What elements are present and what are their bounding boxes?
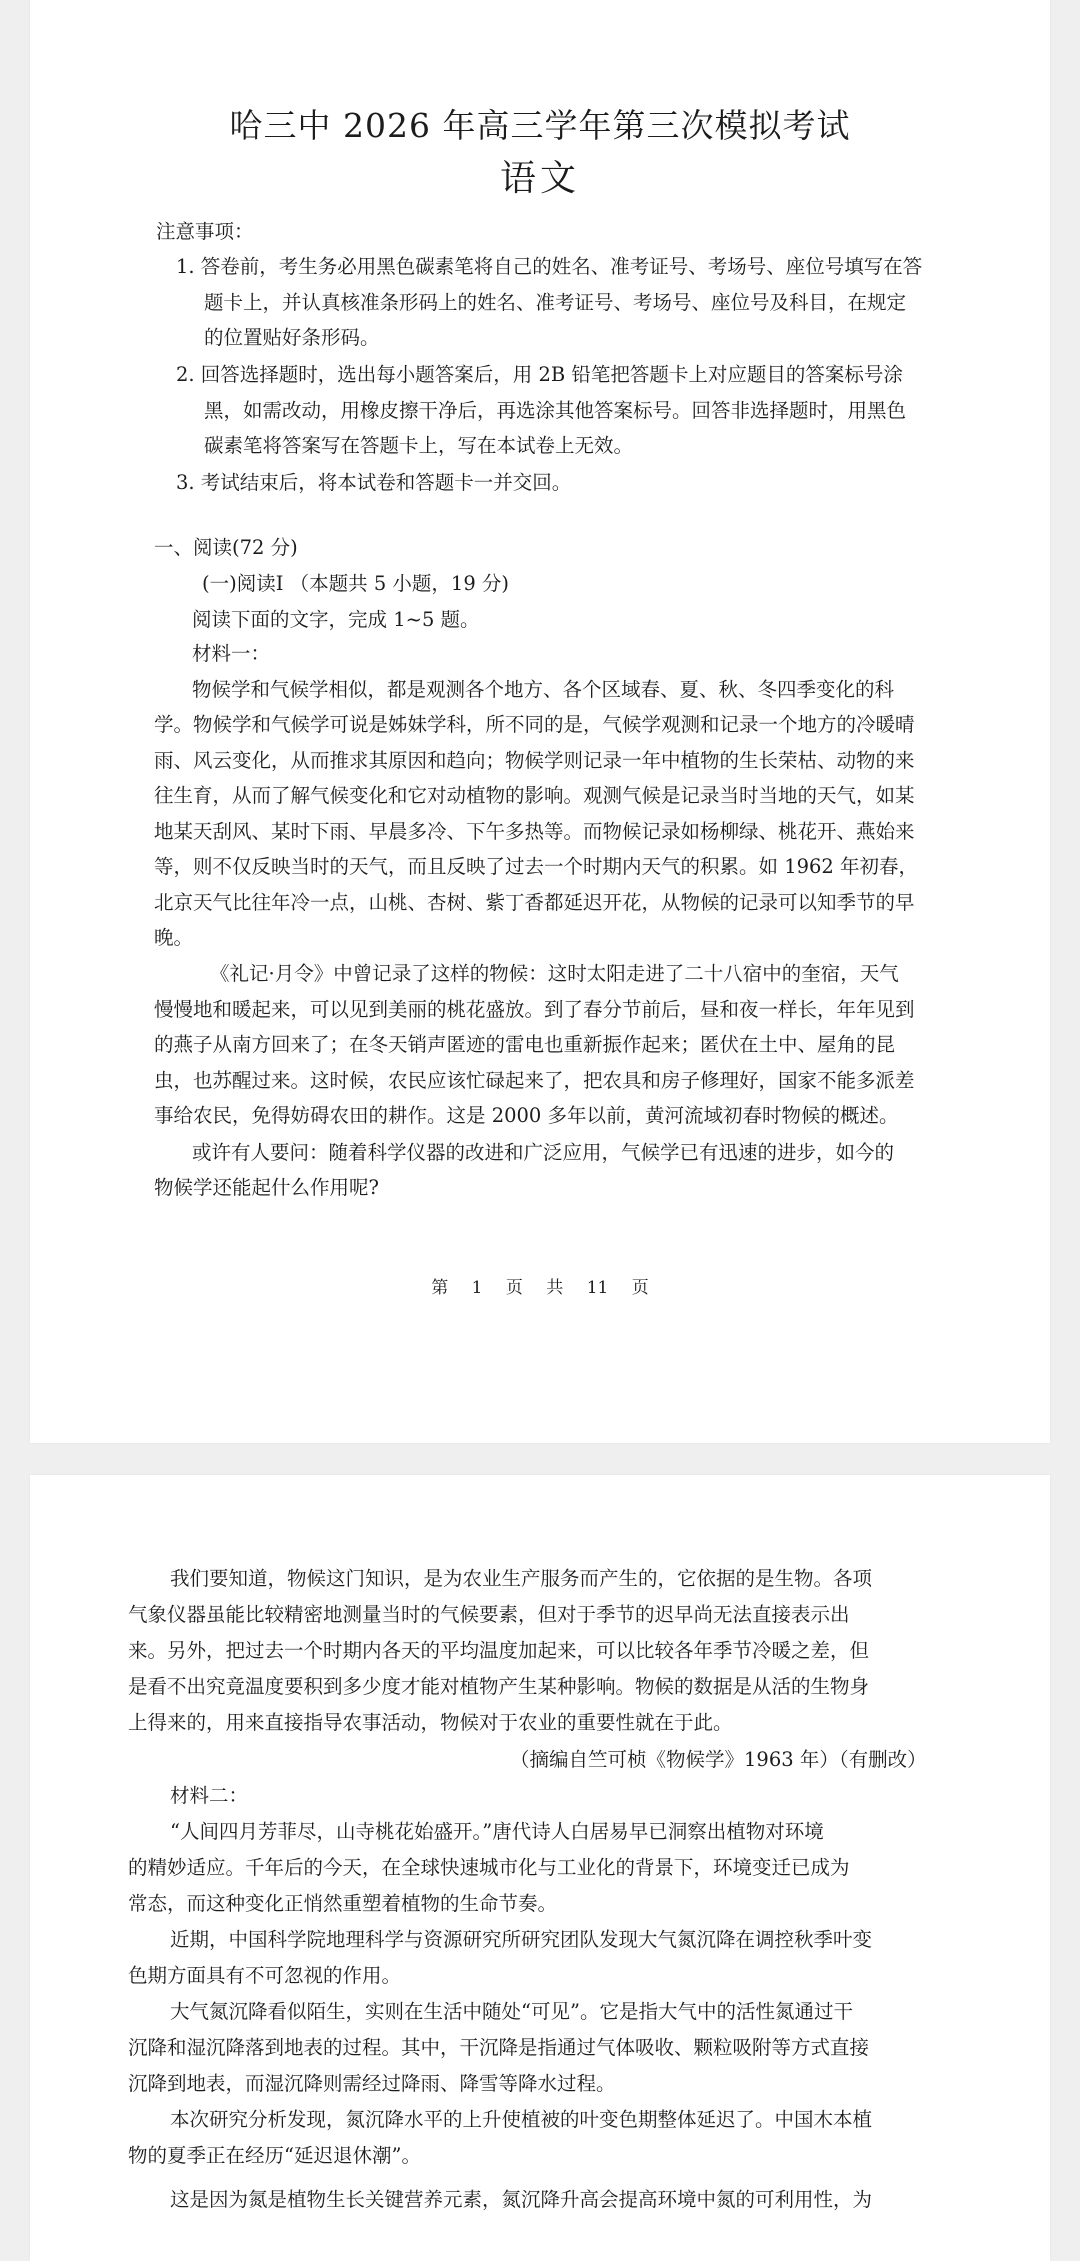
paragraph-line: 学。物候学和气候学可说是姊妹学科，所不同的是，气候学观测和记录一个地方的冷暖晴 [154,713,915,736]
instruction-text: 阅读下面的文字，完成 1~5 题。 [192,608,480,631]
paragraph-line: 本次研究分析发现，氮沉降水平的上升使植被的叶变色期整体延迟了。中国木本植 [170,2108,873,2131]
paragraph-line: 的精妙适应。千年后的今天，在全球快速城市化与工业化的背景下，环境变迁已成为 [128,1856,850,1879]
paragraph-line: 北京天气比往年冷一点，山桃、杏树、紫丁香都延迟开花，从物候的记录可以知季节的早 [154,891,915,914]
paragraph-line: 或许有人要问：随着科学仪器的改进和广泛应用，气候学已有迅速的进步，如今的 [192,1141,895,1164]
paragraph-line: 慢慢地和暖起来，可以见到美丽的桃花盛放。到了春分节前后，昼和夜一样长，年年见到 [154,998,915,1021]
paragraph-line: 往生育，从而了解气候变化和它对动植物的影响。观测气候是记录当时当地的天气，如某 [154,784,915,807]
page-footer: 第 1 页 共 11 页 [431,1278,649,1298]
paragraph-line: 的燕子从南方回来了；在冬天销声匿迹的雷电也重新振作起来；匿伏在土中、屋角的昆 [154,1033,896,1056]
paragraph-line: 常态，而这种变化正悄然重塑着植物的生命节奏。 [128,1892,558,1915]
notice-line: 的位置贴好条形码。 [204,326,380,349]
material-label: 材料二： [170,1784,249,1807]
citation: （摘编自竺可桢《物候学》1963 年）（有删改） [510,1748,927,1771]
notice-line: 1. 答卷前，考生务必用黑色碳素笔将自己的姓名、准考证号、考场号、座位号填写在答 [176,255,923,278]
subject-title: 语文 [499,158,580,199]
paragraph-line: 近期，中国科学院地理科学与资源研究所研究团队发现大气氮沉降在调控秋季叶变 [170,1928,873,1951]
exam-page-2 [30,1475,1050,2261]
paragraph-line: 等，则不仅反映当时的天气，而且反映了过去一个时期内天气的积累。如 1962 年初春， [154,855,919,878]
paragraph-line: 《礼记·月令》中曾记录了这样的物候：这时太阳走进了二十八宿中的奎宿，天气 [210,962,899,985]
material-label: 材料一： [192,642,271,665]
paragraph-line: 地某天刮风、某时下雨、早晨多冷、下午多热等。而物候记录如杨柳绿、桃花开、燕始来 [154,820,915,843]
paragraph-line: 晚。 [154,926,194,949]
exam-page-1 [30,0,1050,1443]
paragraph-line: 物的夏季正在经历“延迟退休潮”。 [128,2144,421,2167]
exam-title: 哈三中 2026 年高三学年第三次模拟考试 [229,106,851,145]
paragraph-line: 色期方面具有不可忽视的作用。 [128,1964,402,1987]
notice-heading: 注意事项： [156,220,254,243]
paragraph-line: 是看不出究竟温度要积到多少度才能对植物产生某种影响。物候的数据是从活的生物身 [128,1675,870,1698]
subsection-heading: (一)阅读Ⅰ （本题共 5 小题，19 分) [202,572,510,595]
paragraph-line: 我们要知道，物候这门知识，是为农业生产服务而产生的，它依据的是生物。各项 [170,1567,873,1590]
paragraph-line: 上得来的，用来直接指导农事活动，物候对于农业的重要性就在于此。 [128,1711,733,1734]
notice-line: 黑，如需改动，用橡皮擦干净后，再选涂其他答案标号。回答非选择题时，用黑色 [204,399,907,422]
notice-line: 2. 回答选择题时，选出每小题答案后，用 2B 铅笔把答题卡上对应题目的答案标号涂 [176,363,903,386]
paragraph-line: “人间四月芳菲尽，山寺桃花始盛开。”唐代诗人白居易早已洞察出植物对环境 [170,1820,824,1843]
paragraph-line: 这是因为氮是植物生长关键营养元素，氮沉降升高会提高环境中氮的可利用性，为 [170,2188,873,2211]
notice-line: 题卡上，并认真核准条形码上的姓名、准考证号、考场号、座位号及科目，在规定 [204,291,907,314]
paragraph-line: 雨、风云变化，从而推求其原因和趋向；物候学则记录一年中植物的生长荣枯、动物的来 [154,749,915,772]
paragraph-line: 虫，也苏醒过来。这时候，农民应该忙碌起来了，把农具和房子修理好，国家不能多派差 [154,1069,915,1092]
paragraph-line: 沉降和湿沉降落到地表的过程。其中，干沉降是指通过气体吸收、颗粒吸附等方式直接 [128,2036,870,2059]
notice-line: 碳素笔将答案写在答题卡上，写在本试卷上无效。 [204,434,634,457]
paragraph-line: 物候学和气候学相似，都是观测各个地方、各个区域春、夏、秋、冬四季变化的科 [192,678,895,701]
paragraph-line: 事给农民，免得妨碍农田的耕作。这是 2000 多年以前，黄河流域初春时物候的概述。 [154,1104,899,1127]
section-heading: 一、阅读(72 分) [154,536,298,559]
notice-line: 3. 考试结束后，将本试卷和答题卡一并交回。 [176,471,572,494]
paragraph-line: 气象仪器虽能比较精密地测量当时的气候要素，但对于季节的迟早尚无法直接表示出 [128,1603,850,1626]
paragraph-line: 沉降到地表，而湿沉降则需经过降雨、降雪等降水过程。 [128,2072,616,2095]
paragraph-line: 大气氮沉降看似陌生，实则在生活中随处“可见”。它是指大气中的活性氮通过干 [170,2000,853,2023]
paragraph-line: 来。另外，把过去一个时期内各天的平均温度加起来，可以比较各年季节冷暖之差，但 [128,1639,870,1662]
paragraph-line: 物候学还能起什么作用呢? [154,1176,379,1199]
